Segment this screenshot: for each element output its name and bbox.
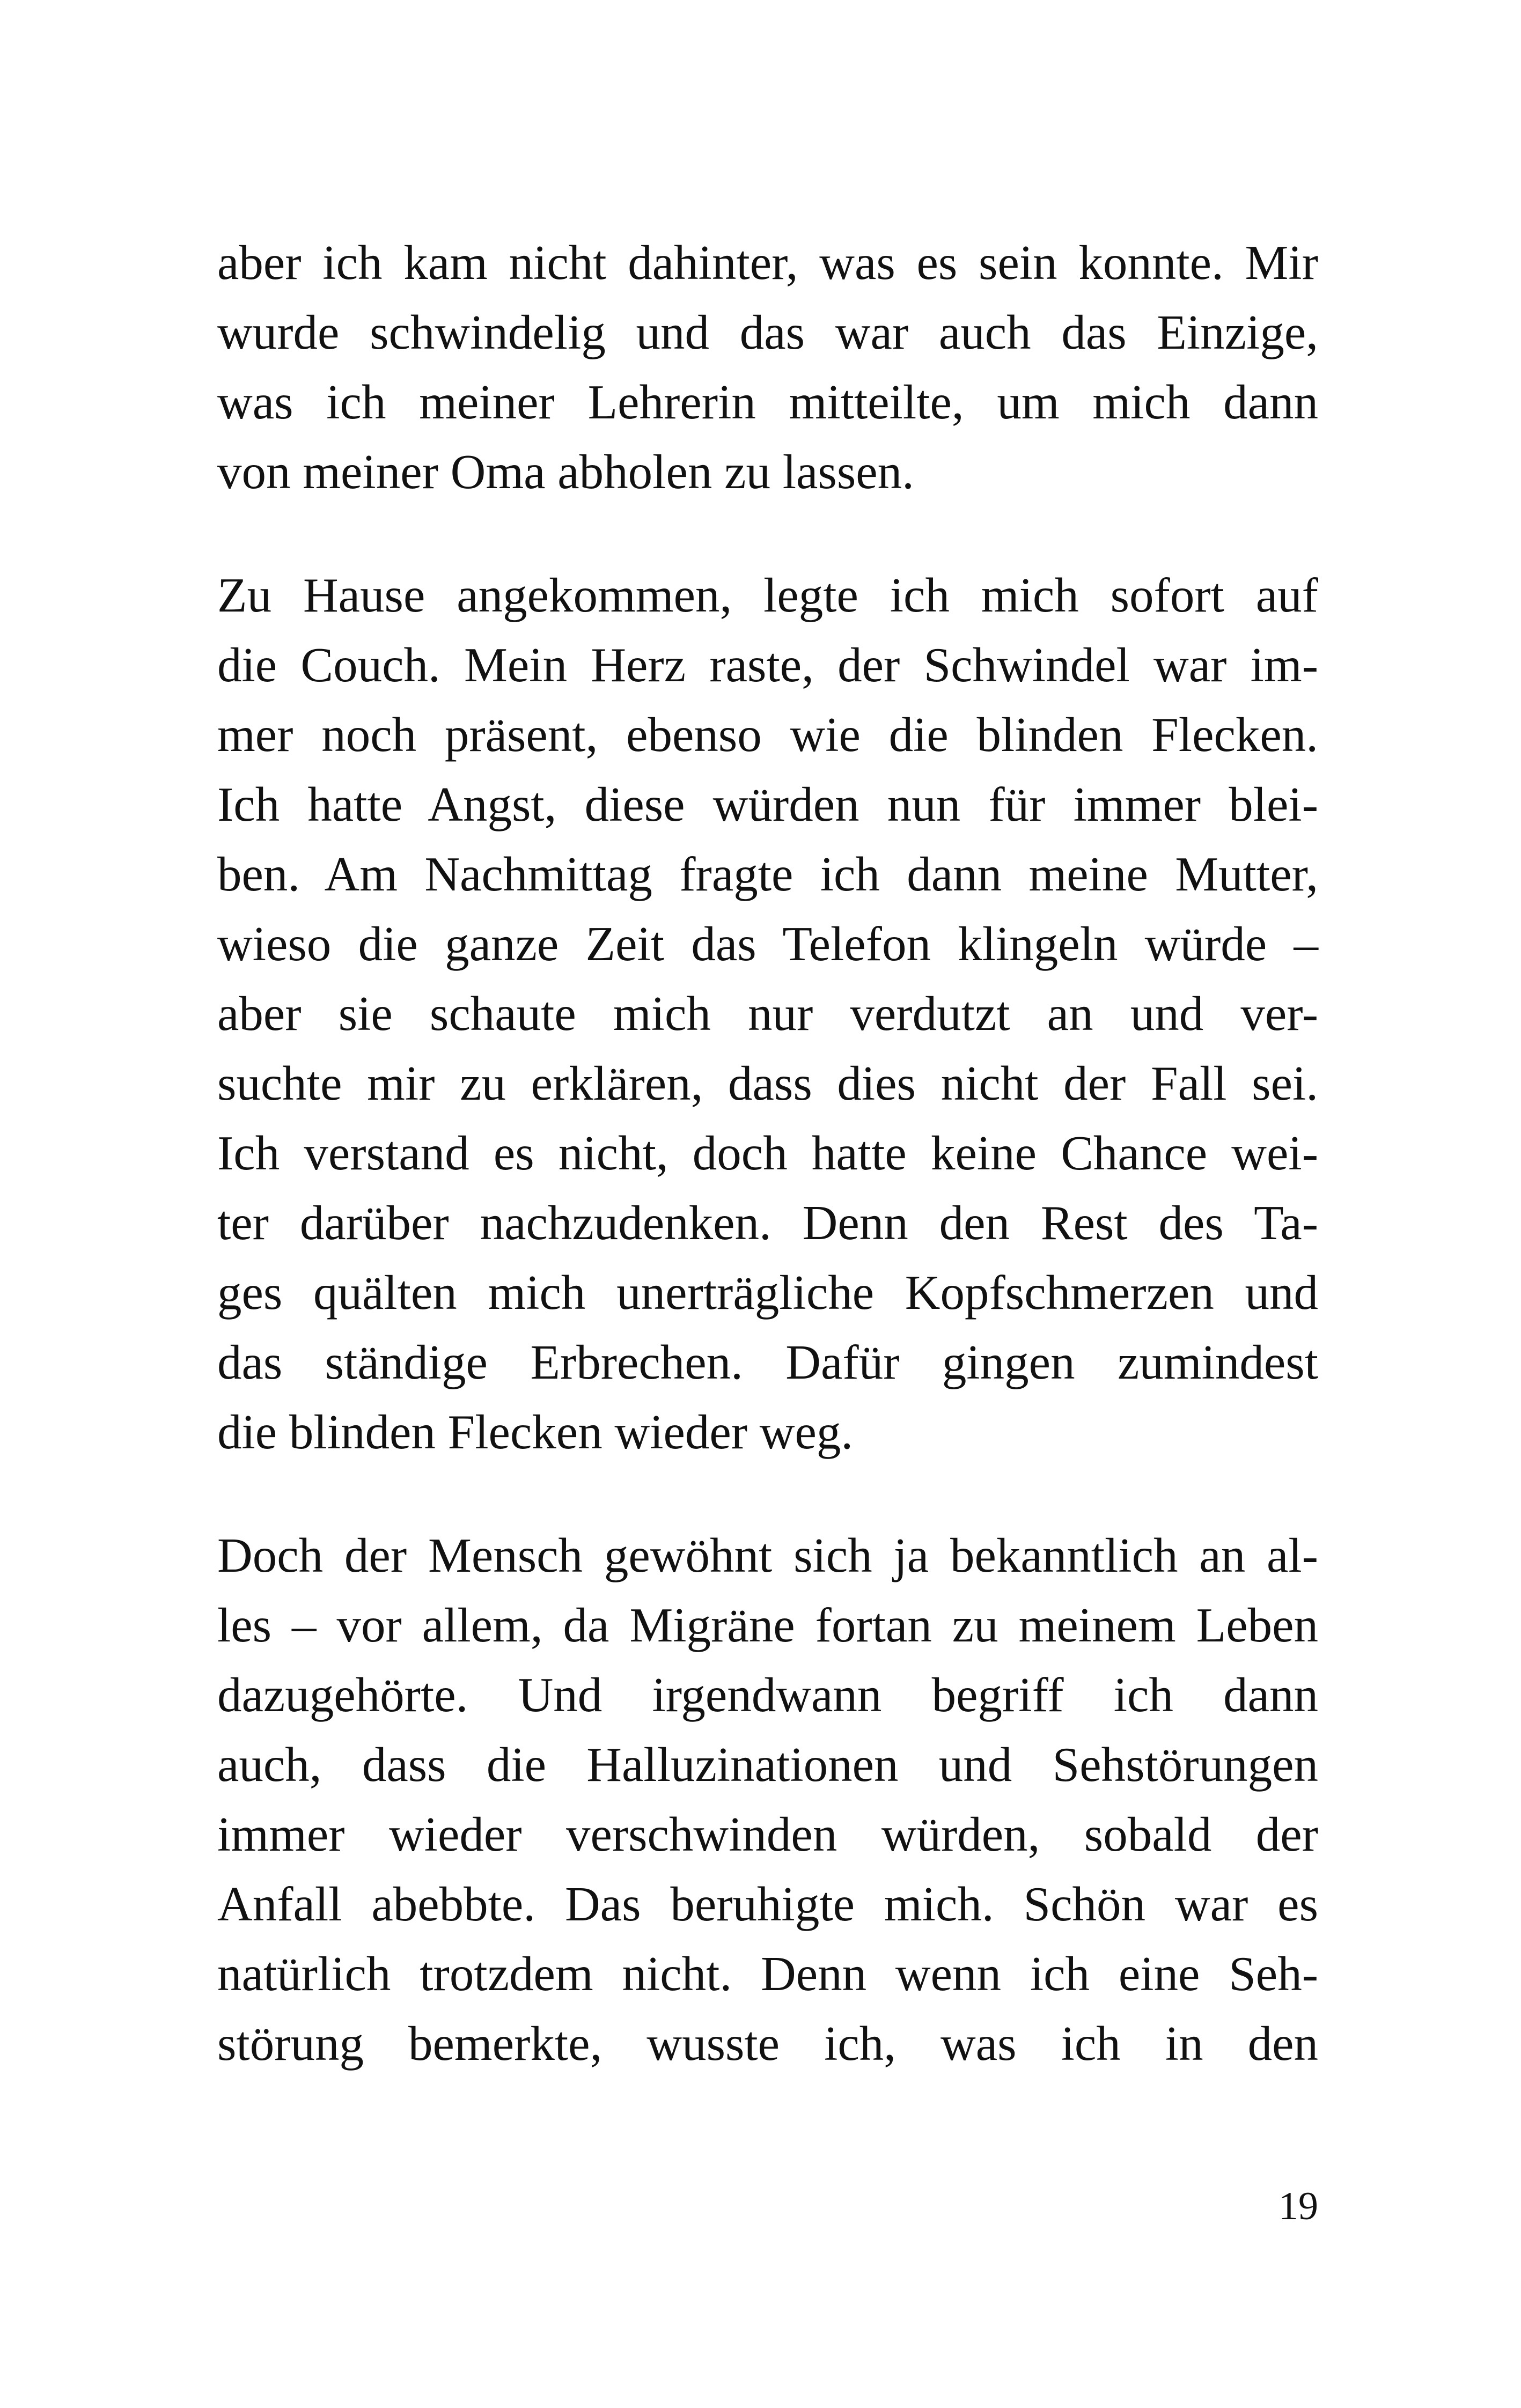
text-line: immer wieder verschwinden würden, sobald der bbox=[217, 1807, 1318, 1861]
text-line: dazugehörte. Und irgendwann begriff ich dann bbox=[217, 1668, 1318, 1722]
text-line: was ich meiner Lehrerin mitteilte, um mich dann bbox=[217, 375, 1318, 429]
text-line: wurde schwindelig und das war auch das Einzige, bbox=[217, 305, 1318, 359]
text-line: ter darüber nachzudenken. Denn den Rest des Ta- bbox=[217, 1196, 1318, 1250]
text-line: die Couch. Mein Herz raste, der Schwindel war im- bbox=[217, 638, 1318, 692]
text-line: ben. Am Nachmittag fragte ich dann meine Mutter, bbox=[217, 847, 1318, 901]
text-line: das ständige Erbrechen. Dafür gingen zumindest bbox=[217, 1335, 1318, 1389]
text-line: aber ich kam nicht dahinter, was es sein konnte. Mir bbox=[217, 235, 1318, 290]
text-line: suchte mir zu erklären, dass dies nicht der Fall sei. bbox=[217, 1056, 1318, 1110]
text-line: mer noch präsent, ebenso wie die blinden Flecken. bbox=[217, 708, 1318, 762]
text-line: von meiner Oma abholen zu lassen. bbox=[217, 445, 914, 499]
text-line: Doch der Mensch gewöhnt sich ja bekanntlich an al- bbox=[217, 1528, 1318, 1582]
text-line: die blinden Flecken wieder weg. bbox=[217, 1405, 854, 1459]
text-line: les – vor allem, da Migräne fortan zu meinem Leben bbox=[217, 1598, 1318, 1652]
text-line: Anfall abebbte. Das beruhigte mich. Schön war es bbox=[217, 1877, 1318, 1931]
text-line: Zu Hause angekommen, legte ich mich sofort auf bbox=[217, 568, 1318, 622]
page-number: 19 bbox=[1278, 2184, 1318, 2228]
text-line: natürlich trotzdem nicht. Denn wenn ich eine Seh- bbox=[217, 1947, 1318, 2001]
text-line: auch, dass die Halluzinationen und Sehstörungen bbox=[217, 1737, 1318, 1792]
text-line: ges quälten mich unerträgliche Kopfschmerzen und bbox=[217, 1265, 1318, 1320]
text-line: Ich hatte Angst, diese würden nun für immer blei- bbox=[217, 777, 1318, 831]
text-line: aber sie schaute mich nur verdutzt an und ver- bbox=[217, 986, 1318, 1041]
text-line: störung bemerkte, wusste ich, was ich in den bbox=[217, 2016, 1318, 2071]
text-line: Ich verstand es nicht, doch hatte keine Chance wei- bbox=[217, 1126, 1318, 1180]
text-line: wieso die ganze Zeit das Telefon klingeln würde – bbox=[217, 917, 1318, 971]
